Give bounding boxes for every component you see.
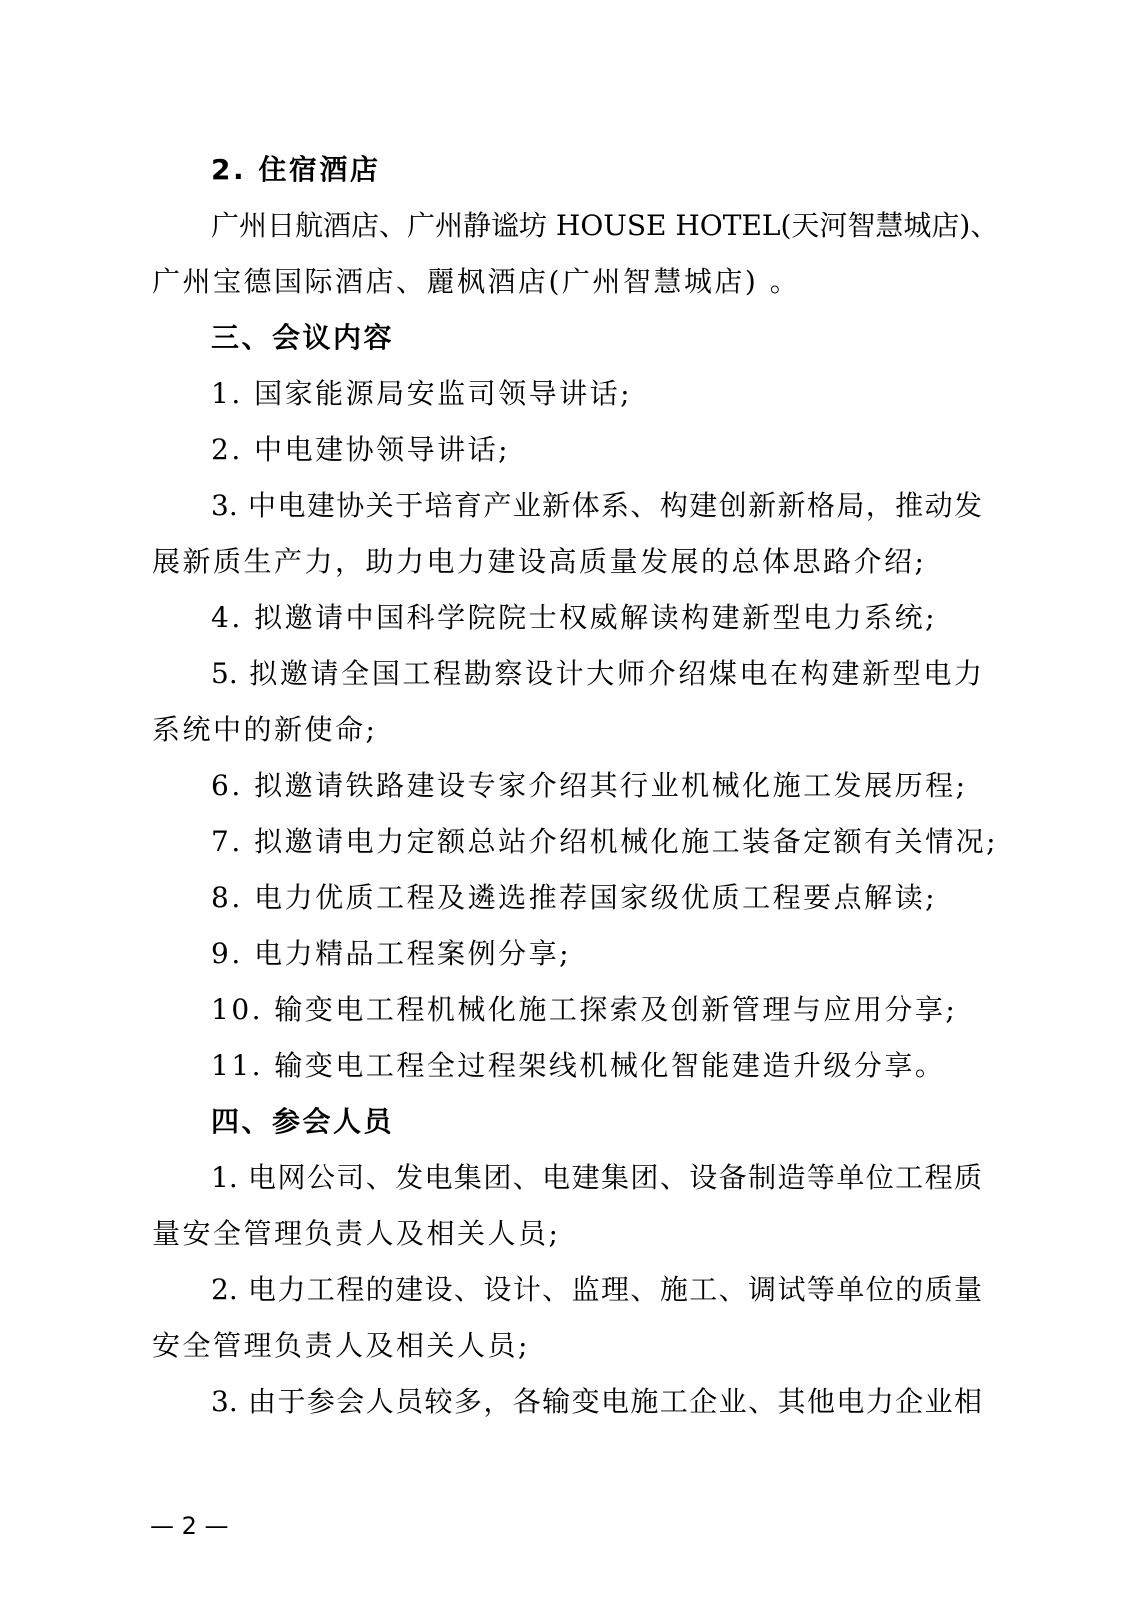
section-subheading-hotels: 2. 住宿酒店 [211,153,381,186]
list-item: 2. 中电建协领导讲话; [211,433,511,466]
list-item: 3. 由于参会人员较多，各输变电施工企业、其他电力企业相 [211,1385,982,1418]
list-item-continuation: 量安全管理负责人及相关人员; [152,1217,561,1250]
list-item: 7. 拟邀请电力定额总站介绍机械化施工装备定额有关情况; [211,825,999,858]
list-item: 4. 拟邀请中国科学院院士权威解读构建新型电力系统; [211,601,938,634]
list-item-continuation: 展新质生产力，助力电力建设高质量发展的总体思路介绍; [152,545,927,578]
list-item: 11. 输变电工程全过程架线机械化智能建造升级分享。 [211,1049,946,1082]
list-item: 6. 拟邀请铁路建设专家介绍其行业机械化施工发展历程; [211,769,968,802]
list-item: 3. 中电建协关于培育产业新体系、构建创新新格局，推动发 [211,489,982,522]
list-item: 1. 国家能源局安监司领导讲话; [211,377,633,410]
list-item: 10. 输变电工程机械化施工探索及创新管理与应用分享; [211,993,958,1026]
list-item: 2. 电力工程的建设、设计、监理、施工、调试等单位的质量 [211,1273,982,1306]
list-item: 9. 电力精品工程案例分享; [211,937,572,970]
page-number: — 2 — [150,1512,229,1540]
paragraph-line: 广州日航酒店、广州静谧坊 HOUSE HOTEL(天河智慧城店)、 [211,209,999,242]
list-item-continuation: 系统中的新使命; [152,713,378,746]
section-heading-attendees: 四、参会人员 [211,1105,395,1138]
list-item: 8. 电力优质工程及遴选推荐国家级优质工程要点解读; [211,881,938,914]
paragraph-line: 广州宝德国际酒店、麗枫酒店(广州智慧城店) 。 [152,265,801,298]
list-item-continuation: 安全管理负责人及相关人员; [152,1329,530,1362]
list-item: 1. 电网公司、发电集团、电建集团、设备制造等单位工程质 [211,1161,982,1194]
section-heading-meeting-content: 三、会议内容 [211,321,395,354]
list-item: 5. 拟邀请全国工程勘察设计大师介绍煤电在构建新型电力 [211,657,982,690]
